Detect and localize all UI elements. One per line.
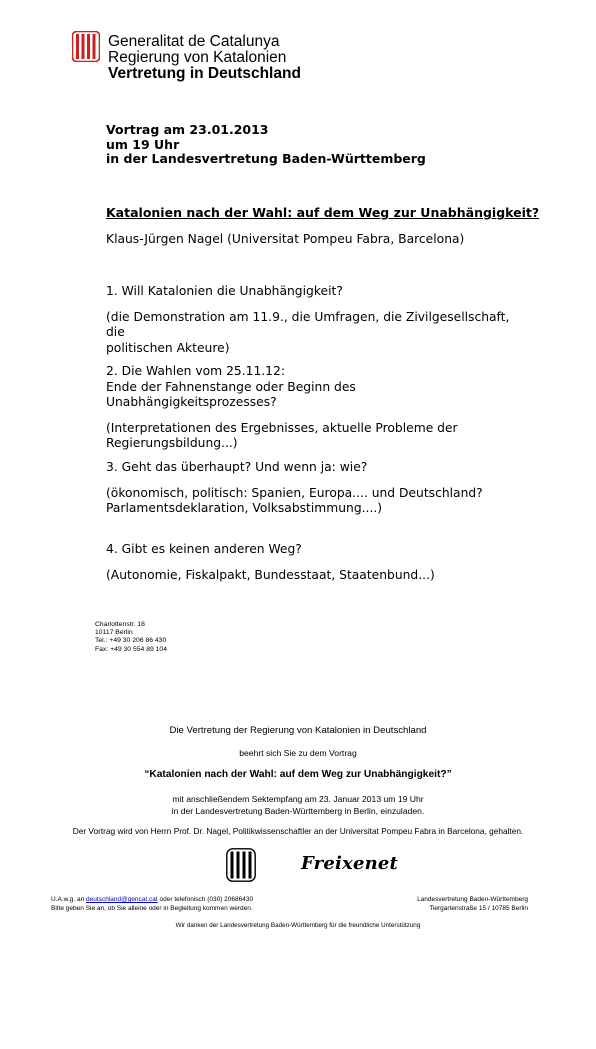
question-text-line2: Ende der Fahnenstange oder Beginn des Unabhängigkeitsprozesses? (106, 379, 356, 409)
question-note-line: politischen Akteure) (106, 340, 230, 355)
header-org-subtitle: Regierung von Katalonien (108, 49, 287, 66)
rsvp-prefix: U.A.w.g. an (51, 896, 87, 903)
address-block (95, 621, 167, 654)
question-note-line: Regierungsbildung...) (106, 436, 238, 450)
header-org-name: Generalitat de Catalunya (108, 33, 280, 50)
venue-address: Tiergartenstraße 15 / 10785 Berlin (429, 904, 528, 912)
question-text: 3. Geht das überhaupt? Und wenn ja: wie? (106, 460, 368, 474)
sponsor-logo: Freixenet (301, 853, 399, 874)
question-text: 4. Gibt es keinen anderen Weg? (106, 542, 302, 556)
venue-name: Landesvertretung Baden-Württemberg (417, 896, 528, 903)
question-note-line: Parlamentsdeklaration, Volksabstimmung....) (106, 501, 383, 515)
question-note-line: (Autonomie, Fiskalpakt, Bundesstaat, Staatenbund...) (106, 567, 435, 582)
question-item-4 (106, 542, 516, 583)
invitation-speaker: Der Vortrag wird von Herrn Prof. Dr. Nagel, Politikwissenschaftler an der Universitat Pompeu Fabra in Barcelona, gehalten. (72, 826, 524, 836)
invitation-title: “Katalonien nach der Wahl: auf dem Weg zur Unabhängigkeit?” (144, 769, 452, 780)
question-note-line: (die Demonstration am 11.9., die Umfragen, die Zivilgesellschaft, die (106, 309, 510, 339)
talk-speaker: Klaus-Jürgen Nagel (Universitat Pompeu Fabra, Barcelona) (106, 232, 465, 246)
invitation-reception-place: in der Landesvertretung Baden-Württemberg in Berlin, einzuladen. (171, 806, 425, 816)
venue-block (417, 896, 528, 913)
invitation-host: Die Vertretung der Regierung von Katalonien in Deutschland (169, 725, 427, 736)
rsvp-note: Bitte geben Sie an, ob Sie alleine oder in Begleitung kommen werden. (51, 904, 253, 912)
address-tel: Tel.: +49 30 206 86 430 (95, 637, 167, 645)
talk-title: Katalonien nach der Wahl: auf dem Weg zur Unabhängigkeit? (106, 205, 540, 220)
generalitat-logo-icon (72, 31, 100, 62)
question-text: 1. Will Katalonien die Unabhängigkeit? (106, 284, 343, 298)
generalitat-emblem-icon (226, 848, 256, 882)
question-note-line: (Interpretationen des Ergebnisses, aktuelle Probleme der (106, 420, 458, 435)
event-place: in der Landesvertretung Baden-Württemberg (106, 151, 426, 166)
rsvp-phone: oder telefonisch (030) 20686430 (157, 896, 254, 903)
question-note-line: (ökonomisch, politisch: Spanien, Europa.... und Deutschland? (106, 485, 483, 500)
question-item-1 (106, 284, 516, 356)
address-street: Charlottenstr. 18 (95, 621, 145, 628)
header-office-name: Vertretung in Deutschland (108, 65, 301, 82)
question-item-3 (106, 460, 516, 517)
invitation-reception: mit anschließendem Sektempfang am 23. Januar 2013 um 19 Uhr (172, 794, 424, 804)
rsvp-email-link[interactable]: deutschland@gencat.cat (86, 896, 158, 903)
thanks-note: Wir danken der Landesvertretung Baden-Württemberg für die freundliche Unterstützung (175, 922, 421, 929)
rsvp-block (51, 896, 253, 913)
question-item-2 (106, 364, 516, 452)
address-fax: Fax: +49 30 554 89 104 (95, 645, 167, 653)
event-time: um 19 Uhr (106, 137, 180, 152)
address-city: 10117 Berlin (95, 629, 133, 637)
invitation-intro: beehrt sich Sie zu dem Vortrag (239, 748, 357, 758)
question-text: 2. Die Wahlen vom 25.11.12: (106, 364, 285, 378)
event-date: Vortrag am 23.01.2013 (106, 122, 269, 137)
